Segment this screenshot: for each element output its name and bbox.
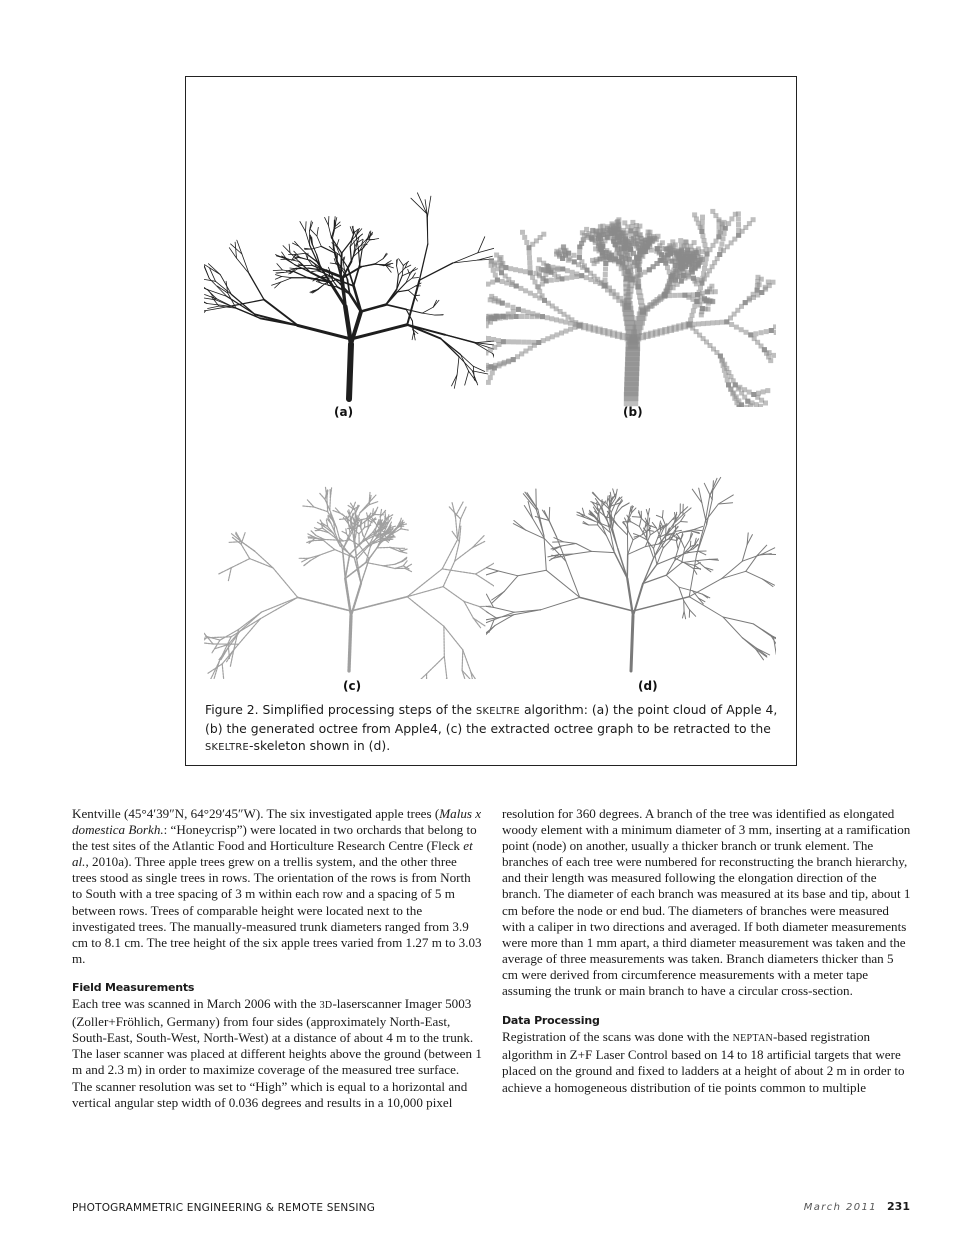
tree-branches bbox=[204, 193, 494, 399]
text-run: , 2010a). Three apple trees grew on a trellis system, and the other three trees stood as single trees in rows. The orientation of the rows is from North to South with a tree spacing of 3 m within each row and a spacing of 5 m between rows. Trees of comparable height were located next to the investigated trees. The manually-measured trunk diameters ranged from 3.9 cm to 8.1 cm. The tree height of the six apple trees varied from 1.27 m to 3.03 m. bbox=[72, 854, 482, 966]
panel-label-a: (a) bbox=[334, 405, 354, 419]
text-run: -based registration algorithm in Z+F Laser Control based on 14 to 18 artificial targets that were placed on the ground and fixed to ladders at a height of about 2 m in order to achieve a homogeneous distribution of tie points common to multiple bbox=[502, 1029, 905, 1095]
page-number: 231 bbox=[887, 1200, 910, 1213]
text-run: Registration of the scans was done with the bbox=[502, 1029, 733, 1045]
text-run: -laserscanner Imager 5003 (Zoller+Fröhlich, Germany) from four sides (approximately North-East, South-East, South-West, North-West) at a distance of about 4 m to the trunk. The laser scanner was placed at different heights above the ground (between 1 m and 2.3 m) in order to maximize coverage of the measured tree surface. The scanner resolution was set to “High” which is equal to a horizontal and vertical angular step width of 0.036 degrees and results in a 10,000 pixel bbox=[72, 996, 482, 1110]
tree-branches bbox=[486, 209, 776, 407]
panel-label-b: (b) bbox=[623, 405, 643, 419]
paragraph bbox=[72, 806, 482, 967]
caption-smallcaps: SKELTRE bbox=[475, 706, 520, 717]
paragraph bbox=[502, 1029, 912, 1095]
text-run: Each tree was scanned in March 2006 with the bbox=[72, 996, 320, 1012]
caption-smallcaps: SKELTRE bbox=[205, 742, 250, 753]
figure-2 bbox=[185, 76, 797, 766]
tree-octree-graph-icon bbox=[204, 439, 494, 679]
panel-label-d: (d) bbox=[638, 679, 658, 693]
text-run: Kentville (45°4′39″N, 64°29′45″W). The six investigated apple trees ( bbox=[72, 806, 440, 821]
text-run: : “Honeycrisp”) were located in two orchards that belong to the test sites of the Atlantic Food and Horticulture Research Centre (Fleck bbox=[72, 822, 477, 854]
section-heading: Data Processing bbox=[502, 1014, 600, 1028]
journal-footer: PHOTOGRAMMETRIC ENGINEERING & REMOTE SENSING bbox=[72, 1202, 376, 1214]
tree-branches bbox=[204, 487, 494, 679]
caption-text: Figure 2. Simplified processing steps of the bbox=[205, 702, 476, 717]
panel-d bbox=[486, 439, 776, 679]
tree-skeleton-icon bbox=[486, 439, 776, 679]
section-heading: Field Measurements bbox=[72, 980, 195, 994]
paragraph bbox=[72, 996, 482, 1111]
left-column bbox=[72, 806, 482, 1111]
panel-b bbox=[486, 127, 776, 407]
caption-text: algorithm: (a) the point cloud of Apple 4, (b) the generated octree from Apple4, (c) the extracted octree graph to be retracted to the bbox=[205, 702, 778, 736]
panel-label-c: (c) bbox=[343, 679, 362, 693]
tree-octree-icon bbox=[486, 127, 776, 407]
tree-point-cloud-icon bbox=[204, 127, 494, 407]
citation-etal: et al. bbox=[72, 838, 473, 870]
figure-caption bbox=[205, 701, 780, 756]
right-column bbox=[502, 806, 912, 1096]
panel-a bbox=[204, 127, 494, 407]
caption-text: -skeleton shown in (d). bbox=[249, 738, 391, 753]
panel-c bbox=[204, 439, 494, 679]
paragraph: resolution for 360 degrees. A branch of the tree was identified as elongated woody element with a minimum diameter of 3 mm, inserting at a ramification point (node) on another, usually a thicker branch or trunk element. The branches of each tree were numbered for reconstructing the branch hierarchy, and their length was measured following the elongation direction of the branch. The diameter of each branch was measured at its base and tip, about 1 cm before the node or end bud. The diameters of branches were measured with a caliper in two directions and averaged. If both diameter measurements were more than 1 mm apart, a third diameter measurement was taken and the average of three measurements was taken. Branch diameters thicker than 5 cm were derived from circumference measurements with a meter tape assuming the trunk or main branch to have a circular cross-section. bbox=[502, 806, 911, 999]
smallcaps-run: NEPTAN bbox=[732, 1033, 774, 1045]
species-name: Malus x domestica Borkh. bbox=[72, 806, 482, 838]
page-footer bbox=[804, 1200, 910, 1213]
issue-date: March 2011 bbox=[803, 1202, 878, 1213]
tree-branches bbox=[486, 477, 776, 671]
smallcaps-run: 3D bbox=[319, 1000, 333, 1012]
